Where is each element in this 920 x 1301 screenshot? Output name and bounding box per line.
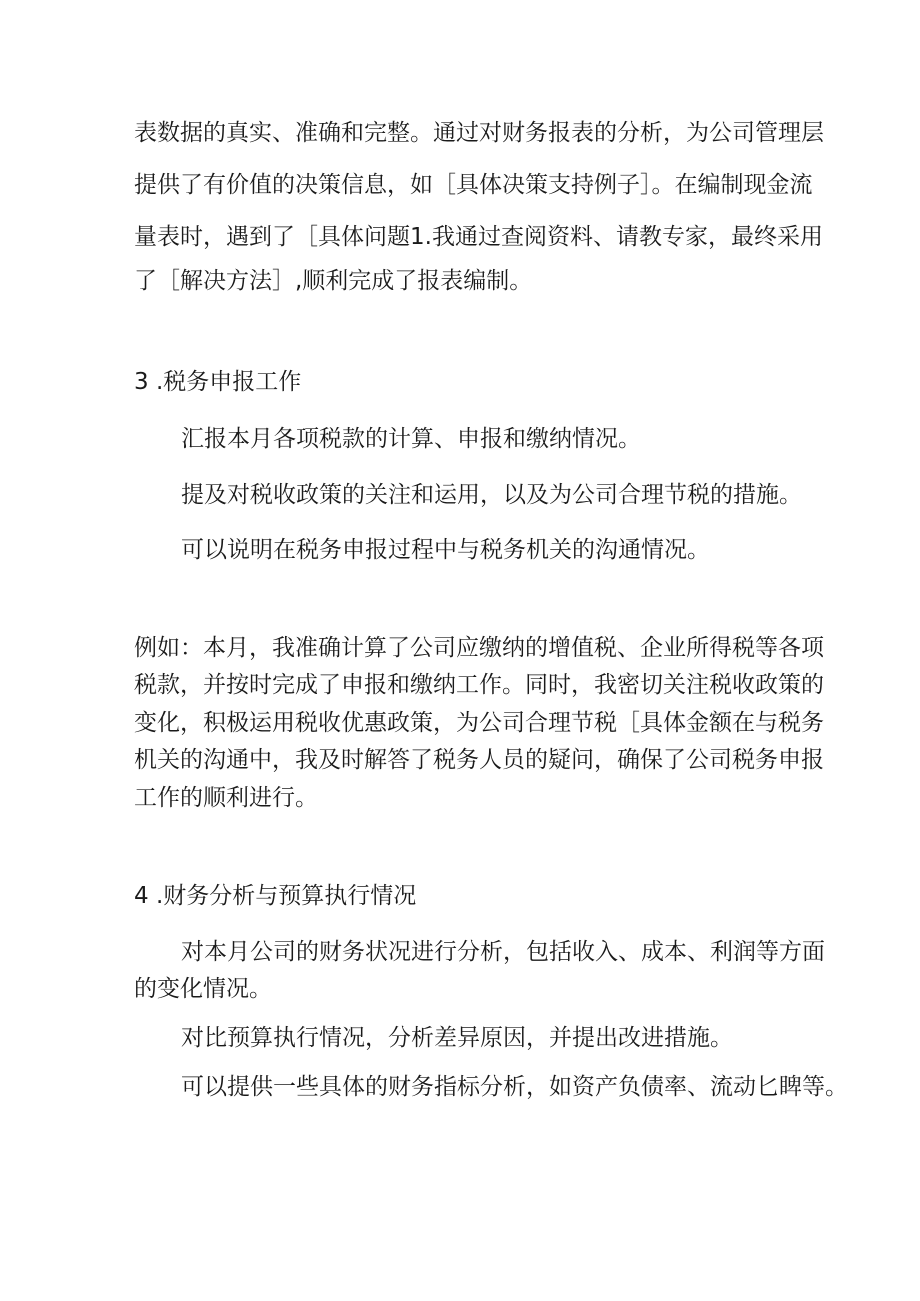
bullet-text: 对比预算执行情况，分析差异原因，并提出改进措施。	[181, 1025, 733, 1051]
paragraph-line: 变化，积极运用税收优惠政策，为公司合理节税［具体金额在与税务	[134, 710, 824, 736]
bullet-text: 可以提供一些具体的财务指标分析，如资产负债率、流动匕睥等。	[181, 1074, 848, 1100]
bullet-text: 的变化情况。	[134, 976, 272, 1002]
bullet-text: 汇报本月各项税款的计算、申报和缴纳情况。	[181, 426, 641, 452]
paragraph-line: 机关的沟通中，我及时解答了税务人员的疑问，确保了公司税务申报	[134, 747, 824, 773]
paragraph-line: 工作的顺利进行。	[134, 785, 318, 811]
paragraph-line: 提供了有价值的决策信息，如［具体决策支持例子］。在编制现金流	[134, 172, 813, 198]
bullet-text: 可以说明在税务申报过程中与税务机关的沟通情况。	[181, 537, 710, 563]
section-heading: 4 .财务分析与预算执行情况	[134, 883, 417, 909]
paragraph-line: 了［解决方法］,顺利完成了报表编制。	[134, 268, 533, 294]
paragraph-line: 税款，并按时完成了申报和缴纳工作。同时，我密切关注税收政策的	[134, 672, 824, 698]
bullet-text: 提及对税收政策的关注和运用，以及为公司合理节税的措施。	[181, 482, 802, 508]
section-heading: 3 .税务申报工作	[134, 369, 302, 395]
paragraph-line: 量表时，遇到了［具体问题1.我通过查阅资料、请教专家，最终采用	[134, 224, 823, 250]
paragraph-line: 表数据的真实、准确和完整。通过对财务报表的分析，为公司管理层	[134, 120, 824, 146]
bullet-text: 对本月公司的财务状况进行分析，包括收入、成本、利润等方面	[181, 939, 825, 965]
paragraph-line: 例如：本月，我准确计算了公司应缴纳的增值税、企业所得税等各项	[134, 635, 824, 661]
